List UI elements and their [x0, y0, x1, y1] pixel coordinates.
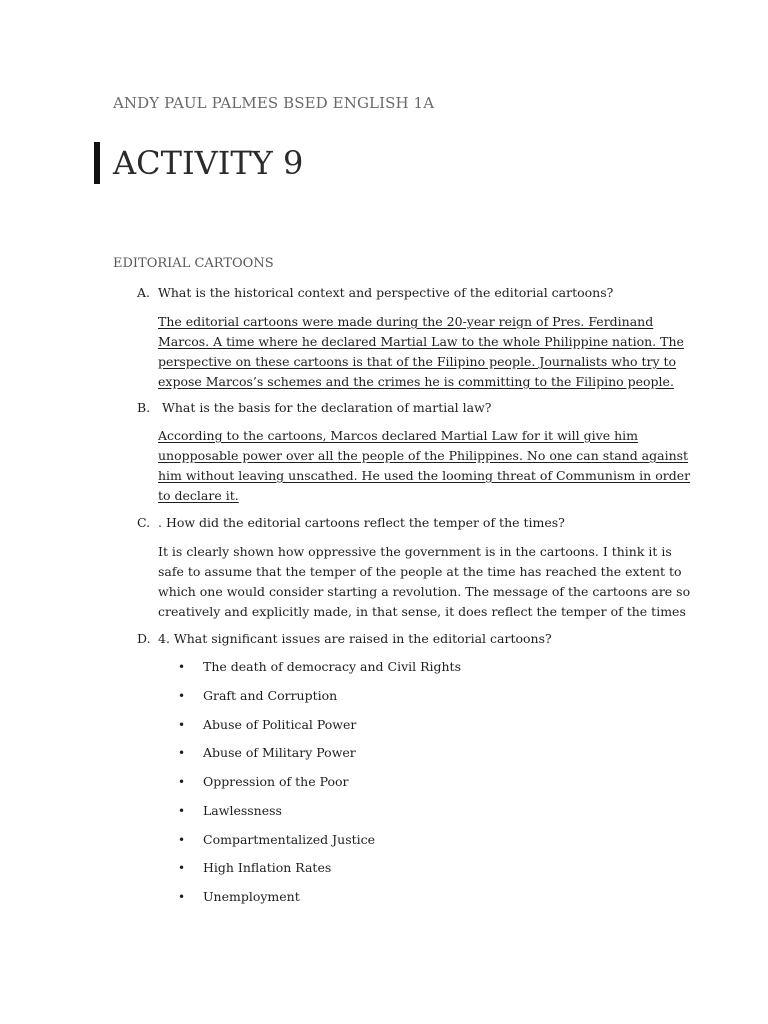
question-a	[137, 285, 613, 300]
question-text: What is the basis for the declaration of martial law?	[158, 400, 492, 415]
list-item	[178, 858, 461, 887]
list-item	[178, 715, 461, 744]
answer-line: It is clearly shown how oppressive the government is in the cartoons. I think it is	[158, 544, 672, 559]
answer-line: According to the cartoons, Marcos declared Martial Law for it will give him	[158, 428, 638, 443]
list-item-text: High Inflation Rates	[203, 860, 332, 876]
question-text: . How did the editorial cartoons reflect the temper of the times?	[158, 515, 565, 530]
list-item	[178, 743, 461, 772]
answer-line: safe to assume that the temper of the people at the time has reached the extent to	[158, 564, 682, 579]
question-marker: C.	[137, 515, 151, 530]
answer-c	[158, 542, 691, 622]
answer-line: unopposable power over all the people of the Philippines. No one can stand against	[158, 448, 689, 463]
answer-line: expose Marcos’s schemes and the crimes he is committing to the Filipino people.	[158, 374, 674, 389]
bullet-icon: •	[178, 660, 186, 674]
list-item-text: Abuse of Military Power	[203, 745, 356, 761]
bullet-icon: •	[178, 861, 186, 876]
author-line: ANDY PAUL PALMES BSED ENGLISH 1A	[113, 94, 435, 112]
list-item	[178, 801, 461, 830]
list-item	[178, 887, 461, 916]
bullet-icon: •	[178, 746, 186, 761]
list-item	[178, 772, 461, 801]
list-item-text: Compartmentalized Justice	[203, 831, 376, 847]
bullet-icon: •	[178, 775, 186, 789]
question-marker: D.	[137, 631, 151, 646]
list-item-text: Abuse of Political Power	[203, 716, 357, 732]
list-item	[178, 686, 461, 715]
question-text: What is the historical context and perspective of the editorial cartoons?	[158, 285, 614, 300]
question-b	[137, 400, 492, 415]
list-item-text: The death of democracy and Civil Rights	[203, 659, 461, 674]
bullet-icon: •	[178, 688, 186, 703]
question-text: 4. What significant issues are raised in the editorial cartoons?	[158, 631, 552, 646]
list-item-text: Graft and Corruption	[203, 687, 338, 703]
question-c	[137, 515, 565, 530]
answer-line: creatively and explicitly made, in that sense, it does reflect the temper of the times	[158, 604, 686, 619]
answer-line: him without leaving unscathed. He used the looming threat of Communism in order	[158, 468, 691, 483]
title-accent-bar	[94, 142, 100, 184]
list-item-text: Unemployment	[203, 889, 300, 904]
answer-line: perspective on these cartoons is that of the Filipino people. Journalists who try to	[158, 354, 677, 369]
question-marker: B.	[137, 400, 151, 415]
page-title: ACTIVITY 9	[113, 144, 304, 182]
answer-a	[158, 312, 684, 392]
answer-line: which one would consider starting a revolution. The message of the cartoons are so	[158, 584, 691, 599]
list-item-text: Lawlessness	[203, 802, 282, 818]
list-item	[178, 657, 461, 686]
bullet-icon: •	[178, 890, 186, 904]
answer-b	[158, 426, 691, 506]
list-item-text: Oppression of the Poor	[203, 774, 349, 789]
answer-line: to declare it.	[158, 488, 239, 503]
question-marker: A.	[137, 285, 151, 300]
answer-line: Marcos. A time where he declared Martial Law to the whole Philippine nation. The	[158, 334, 684, 349]
bullet-icon: •	[178, 717, 186, 732]
issues-list	[178, 657, 461, 916]
bullet-icon: •	[178, 832, 186, 847]
answer-line: The editorial cartoons were made during the 20-year reign of Pres. Ferdinand	[158, 314, 654, 329]
section-heading: EDITORIAL CARTOONS	[113, 256, 274, 271]
bullet-icon: •	[178, 803, 186, 818]
question-d	[137, 631, 552, 646]
list-item	[178, 830, 461, 859]
